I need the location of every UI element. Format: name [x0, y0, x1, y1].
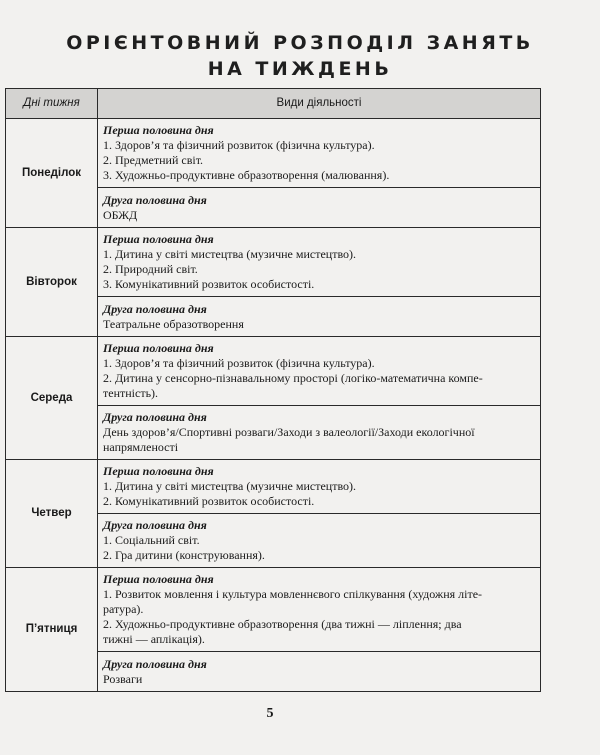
second-half-cell	[98, 297, 541, 337]
day-cell: Середа	[6, 337, 98, 460]
activity-item: тижні — аплікація).	[103, 632, 205, 646]
half-label: Друга половина дня	[103, 656, 207, 671]
table-row	[6, 460, 541, 514]
half-label: Друга половина дня	[103, 301, 207, 316]
header-days: Дні тижня	[6, 89, 98, 119]
activity-item: 2. Предметний світ.	[103, 153, 204, 167]
half-label: Друга половина дня	[103, 192, 207, 207]
half-label: Перша половина дня	[103, 572, 214, 586]
second-half-cell	[98, 188, 541, 228]
half-label: Перша половина дня	[103, 341, 214, 355]
second-half-cell	[98, 652, 541, 692]
activity-item: ратура).	[103, 602, 144, 616]
activity-item: 2. Комунікативний розвиток особистості.	[103, 494, 315, 508]
page-number: 5	[266, 706, 274, 721]
activity-item: тентність).	[103, 386, 159, 400]
first-half-cell	[98, 119, 541, 188]
first-half-cell	[98, 228, 541, 297]
activity-item: 1. Здоров’я та фізичний розвиток (фізична культура).	[103, 356, 375, 370]
table-row	[6, 337, 541, 406]
weekly-schedule-table	[5, 88, 541, 692]
second-half-cell	[98, 406, 541, 460]
activity-item: Розваги	[103, 671, 143, 686]
activity-item: Театральне образотворення	[103, 316, 244, 331]
first-half-cell	[98, 568, 541, 652]
activity-item: ОБЖД	[103, 207, 138, 222]
half-label: Перша половина дня	[103, 232, 214, 246]
first-half-cell	[98, 460, 541, 514]
activity-item: напрямленості	[103, 440, 179, 454]
table-row	[6, 228, 541, 297]
activity-item: 1. Дитина у світі мистецтва (музичне мистецтво).	[103, 247, 357, 261]
title-line-1: ОРІЄНТОВНИЙ РОЗПОДІЛ ЗАНЯТЬ	[66, 32, 534, 54]
activity-item: 1. Дитина у світі мистецтва (музичне мистецтво).	[103, 479, 357, 493]
title-line-2: НА ТИЖДЕНЬ	[207, 58, 393, 80]
day-cell: Вівторок	[6, 228, 98, 337]
table-row	[6, 568, 541, 652]
activity-item: 2. Природний світ.	[103, 262, 198, 276]
day-cell: Четвер	[6, 460, 98, 568]
half-label: Перша половина дня	[103, 123, 214, 137]
table-row	[6, 119, 541, 188]
activity-item: 2. Дитина у сенсорно-пізнавальному просторі (логіко-математична компе-	[103, 371, 483, 385]
page-title	[0, 30, 600, 82]
half-label: Перша половина дня	[103, 464, 214, 478]
first-half-cell	[98, 337, 541, 406]
table-header-row	[6, 89, 541, 119]
activity-item: 1. Соціальний світ.	[103, 533, 200, 547]
activity-item: 3. Комунікативний розвиток особистості.	[103, 277, 315, 291]
header-activities: Види діяльності	[98, 89, 541, 119]
activity-item: 3. Художньо-продуктивне образотворення (малювання).	[103, 168, 390, 182]
activity-item: 2. Художньо-продуктивне образотворення (два тижні — ліплення; два	[103, 617, 462, 631]
activity-item: 1. Здоров’я та фізичний розвиток (фізична культура).	[103, 138, 375, 152]
half-label: Друга половина дня	[103, 518, 207, 532]
activity-item: День здоров’я/Спортивні розваги/Заходи з валеології/Заходи екологічної	[103, 425, 475, 439]
day-cell: Понеділок	[6, 119, 98, 228]
activity-item: 2. Гра дитини (конструювання).	[103, 548, 265, 562]
second-half-cell	[98, 514, 541, 568]
half-label: Друга половина дня	[103, 410, 207, 424]
day-cell: П’ятниця	[6, 568, 98, 692]
activity-item: 1. Розвиток мовлення і культура мовленнєвого спілкування (художня літе-	[103, 587, 483, 601]
